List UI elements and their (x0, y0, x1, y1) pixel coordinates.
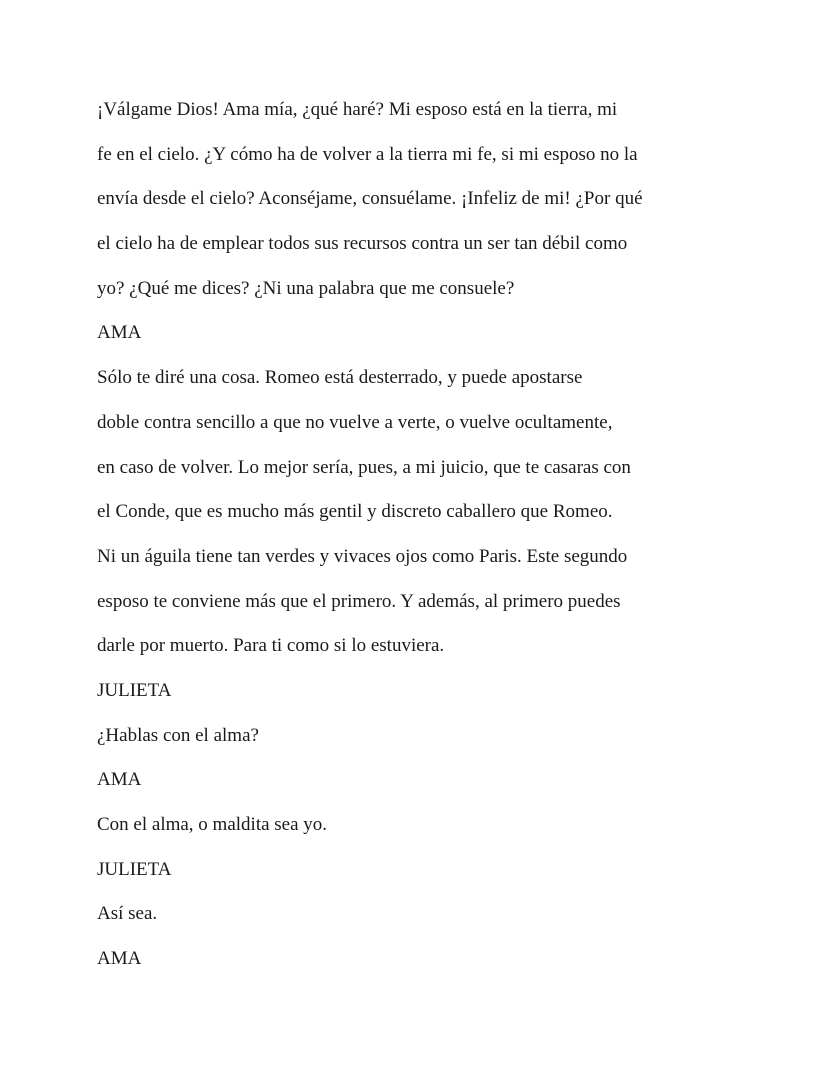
speaker-name: AMA (97, 769, 142, 791)
speaker-name: AMA (97, 322, 142, 344)
dialogue-line: Así sea. (97, 903, 158, 925)
dialogue-line: darle por muerto. Para ti como si lo estuviera. (97, 635, 445, 657)
dialogue-line: Sólo te diré una cosa. Romeo está desterrado, y puede apostarse (97, 367, 583, 389)
dialogue-line: Con el alma, o maldita sea yo. (97, 814, 328, 835)
dialogue-line: yo? ¿Qué me dices? ¿Ni una palabra que me consuele? (97, 277, 515, 299)
dialogue-line: esposo te conviene más que el primero. Y además, al primero puedes (97, 590, 621, 612)
speaker-name: AMA (97, 948, 142, 970)
dialogue-line: fe en el cielo. ¿Y cómo ha de volver a la tierra mi fe, si mi esposo no la (97, 143, 638, 165)
dialogue-line: ¡Válgame Dios! Ama mía, ¿qué haré? Mi esposo está en la tierra, mi (97, 99, 618, 120)
dialogue-line: envía desde el cielo? Aconséjame, consuélame. ¡Infeliz de mi! ¿Por qué (97, 188, 643, 210)
speaker-name: JULIETA (97, 679, 172, 701)
dialogue-line: en caso de volver. Lo mejor sería, pues, a mi juicio, que te casaras con (97, 456, 631, 478)
dialogue-line: doble contra sencillo a que no vuelve a verte, o vuelve ocultamente, (97, 411, 613, 433)
speaker-name: JULIETA (97, 858, 172, 880)
dialogue-line: el Conde, que es mucho más gentil y discreto caballero que Romeo. (97, 501, 613, 523)
dialogue-line: el cielo ha de emplear todos sus recursos contra un ser tan débil como (97, 233, 628, 255)
dialogue-line: ¿Hablas con el alma? (97, 724, 259, 746)
dialogue-line: Ni un águila tiene tan verdes y vivaces ojos como Paris. Este segundo (97, 545, 628, 567)
play-text-block (97, 96, 737, 990)
